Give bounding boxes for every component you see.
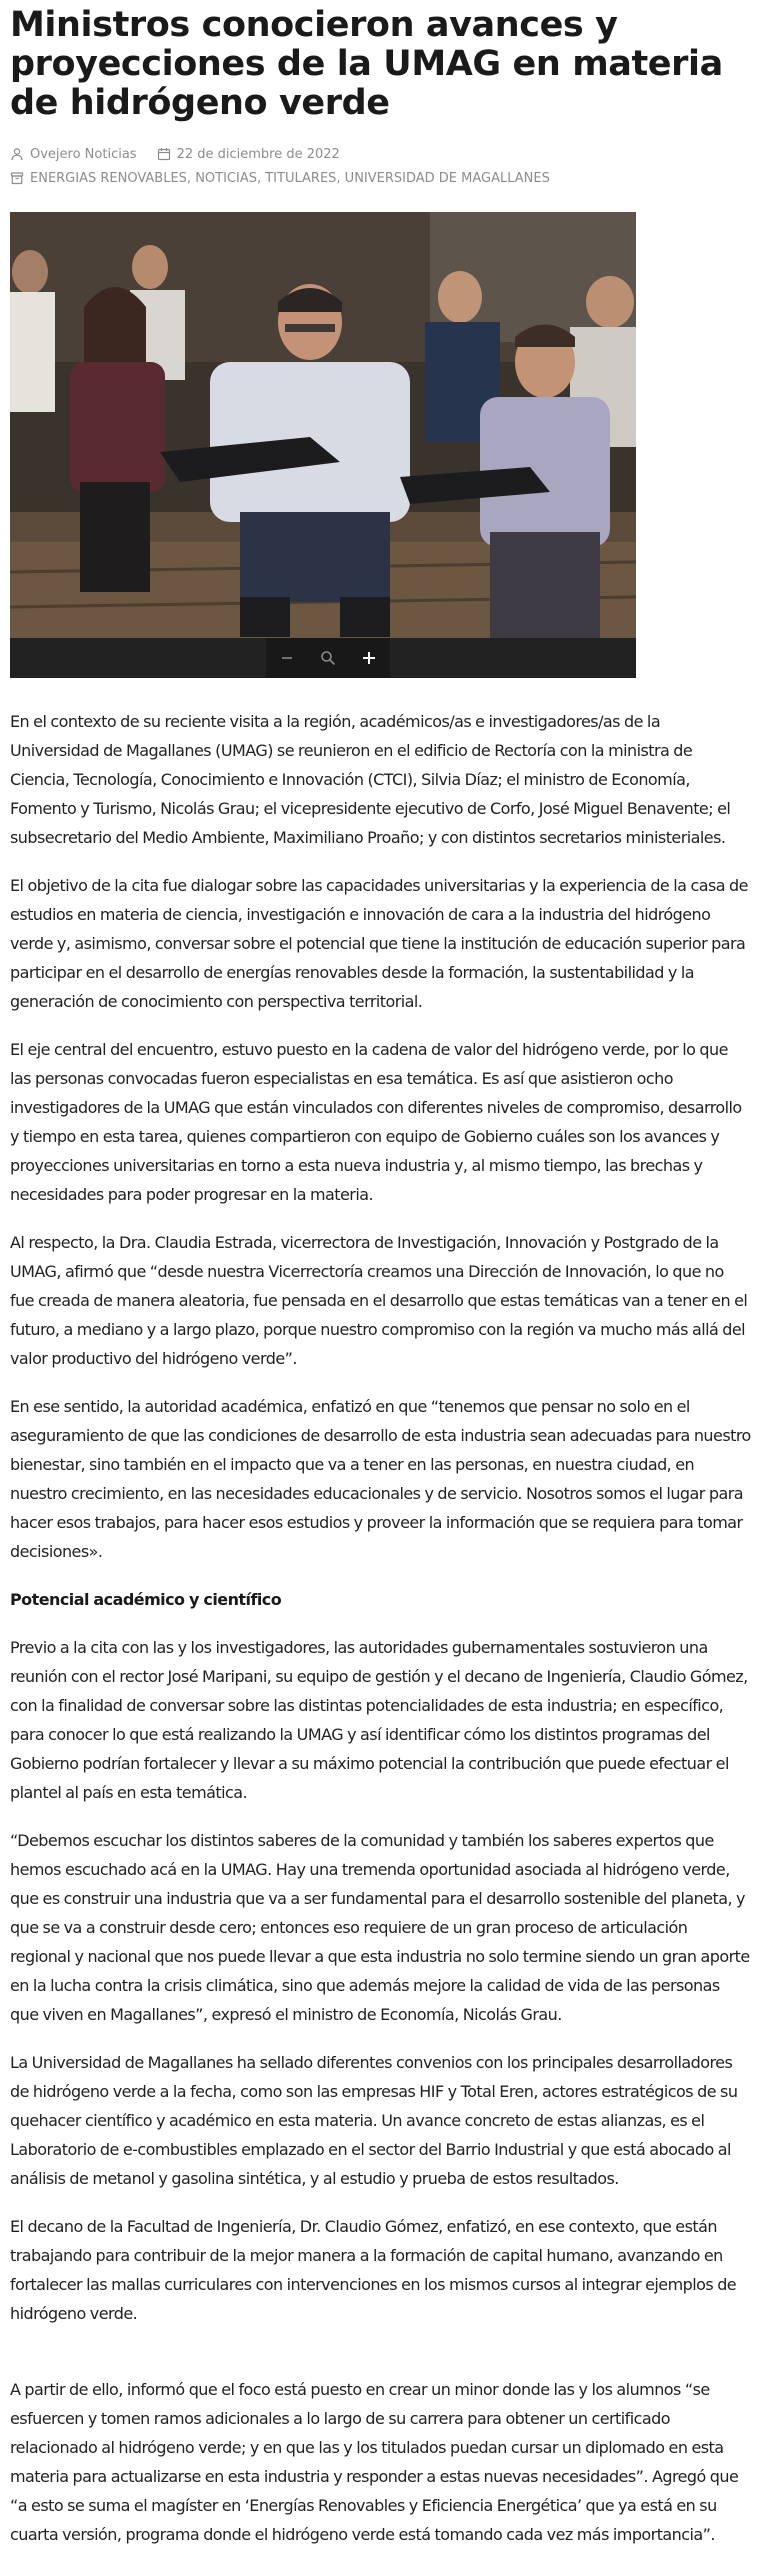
article-meta	[10, 145, 751, 163]
zoom-out-button[interactable]	[273, 644, 301, 672]
paragraph: En el contexto de su reciente visita a la región, académicos/as e investigadores/as de la Universidad de Magallanes (UMAG) se reunieron en el edificio de Rectoría con la ministra de Ciencia, Tecnología, Conocimiento e Innovación (CTCI), Silvia Díaz; el ministro de Economía, Fomento y Turismo, Nicolás Grau; el vicepresidente ejecutivo de Corfo, José Miguel Benavente; el subsecretario del Medio Ambiente, Maximiliano Proaño; y con distintos secretarios ministeriales.	[10, 712, 731, 847]
paragraph: La Universidad de Magallanes ha sellado diferentes convenios con los principales desarrolladores de hidrógeno verde a la fecha, como son las empresas HIF y Total Eren, actores estratégicos de su quehacer científico y académico en esta materia. Un avance concreto de estas alianzas, es el Laboratorio de e-combustibles emplazado en el sector del Barrio Industrial y que está abocado al análisis de metanol y gasolina sintética, y al estudio y prueba de estos resultados.	[10, 2053, 738, 2188]
calendar-icon	[157, 147, 171, 161]
article	[0, 6, 761, 2549]
zoom-reset-button[interactable]	[314, 644, 342, 672]
paragraph: El decano de la Facultad de Ingeniería, Dr. Claudio Gómez, enfatizó, en ese contexto, que están trabajando para contribuir de la mejor manera a la formación de capital humano, avanzando en fortalecer las mallas curriculares con intervenciones en los mismos cursos al integrar ejemplos de hidrógeno verde.	[10, 2217, 737, 2323]
magnifier-icon	[320, 650, 336, 666]
section-subheading: Potencial académico y científico	[10, 1590, 282, 1609]
paragraph: “Debemos escuchar los distintos saberes de la comunidad y también los saberes expertos que hemos escuchado acá en la UMAG. Hay una tremenda oportunidad asociada al hidrógeno verde, que es construir una industria que va a ser fundamental para el desarrollo sostenible del planeta, y que se va a construir desde cero; entonces eso requiere de un gran proceso de articulación regional y nacional que nos puede llevar a que esta industria no solo termine siendo un gran aporte en la lucha contra la crisis climática, sino que además mejore la calidad de vida de las personas que viven en Magallanes”, expresó el ministro de Economía, Nicolás Grau.	[10, 1831, 750, 2024]
user-icon	[10, 147, 24, 161]
zoom-in-button[interactable]	[355, 644, 383, 672]
article-categories	[10, 169, 751, 187]
plus-icon	[361, 650, 377, 666]
paragraph: El objetivo de la cita fue dialogar sobre las capacidades universitarias y la experiencia de la casa de estudios en materia de ciencia, investigación e innovación de cara a la industria del hidrógeno verde y, asimismo, conversar sobre el potencial que tiene la institución de educación superior para participar en el desarrollo de energías renovables desde la formación, la sustentabilidad y la generación de conocimiento con perspectiva territorial.	[10, 876, 748, 1011]
meeting-photo	[10, 212, 636, 638]
folder-icon	[10, 171, 24, 185]
featured-image[interactable]	[10, 212, 636, 678]
zoom-controls	[266, 638, 390, 678]
category-links[interactable]: ENERGIAS RENOVABLES, NOTICIAS, TITULARES, UNIVERSIDAD DE MAGALLANES	[30, 170, 550, 186]
paragraph: Previo a la cita con las y los investigadores, las autoridades gubernamentales sostuvieron una reunión con el rector José Maripani, su equipo de gestión y el decano de Ingeniería, Claudio Gómez, con la finalidad de conversar sobre las distintas potencialidades de esta industria; en específico, para conocer lo que está realizando la UMAG y así identificar cómo los distintos programas del Gobierno podrían fortalecer y llevar a su máximo potencial la contribución que puede efectuar el plantel al país en esta temática.	[10, 1638, 748, 1802]
paragraph: En ese sentido, la autoridad académica, enfatizó en que “tenemos que pensar no solo en el aseguramiento de que las condiciones de desarrollo de esta industria sean adecuadas para nuestro bienestar, sino también en el impacto que va a tener en las personas, en nuestra ciudad, en nuestro crecimiento, en las necesidades educacionales y de servicio. Nosotros somos el lugar para hacer esos trabajos, para hacer esos estudios y proveer la información que se requiera para tomar decisiones».	[10, 1397, 751, 1561]
publish-date[interactable]: 22 de diciembre de 2022	[176, 146, 340, 162]
paragraph: Al respecto, la Dra. Claudia Estrada, vicerrectora de Investigación, Innovación y Postgrado de la UMAG, afirmó que “desde nuestra Vicerrectoría creamos una Dirección de Innovación, lo que no fue creada de manera aleatoria, fue pensada en el desarrollo que estas temáticas van a tener en el futuro, a mediano y a largo plazo, porque nuestro compromiso con la región va mucho más allá del valor productivo del hidrógeno verde”.	[10, 1233, 748, 1368]
author-link[interactable]: Ovejero Noticias	[30, 146, 137, 162]
paragraph: A partir de ello, informó que el foco está puesto en crear un minor donde las y los alumnos “se esfuercen y tomen ramos adicionales a lo largo de su carrera para obtener un certificado relacionado al hidrógeno verde; y en que las y los titulados puedan cursar un diplomado en esta materia para actualizarse en esta industria y responder a estas nuevas necesidades”. Agregó que “a esto se suma el magíster en ‘Energías Renovables y Eficiencia Energética’ que ya está en su cuarta versión, programa donde el hidrógeno verde está tomando cada vez más importancia”.	[10, 2380, 739, 2544]
article-body	[10, 707, 751, 2549]
article-title: Ministros conocieron avances y proyecciones de la UMAG en materia de hidrógeno verde	[10, 5, 723, 123]
paragraph: El eje central del encuentro, estuvo puesto en la cadena de valor del hidrógeno verde, por lo que las personas convocadas fueron especialistas en esa temática. Es así que asistieron ocho investigadores de la UMAG que están vinculados con diferentes niveles de compromiso, desarrollo y tiempo en esta tarea, quienes compartieron con equipo de Gobierno cuáles son los avances y proyecciones universitarias en torno a esta nueva industria y, al mismo tiempo, las brechas y necesidades para poder progresar en la materia.	[10, 1040, 742, 1204]
minus-icon	[280, 651, 294, 665]
